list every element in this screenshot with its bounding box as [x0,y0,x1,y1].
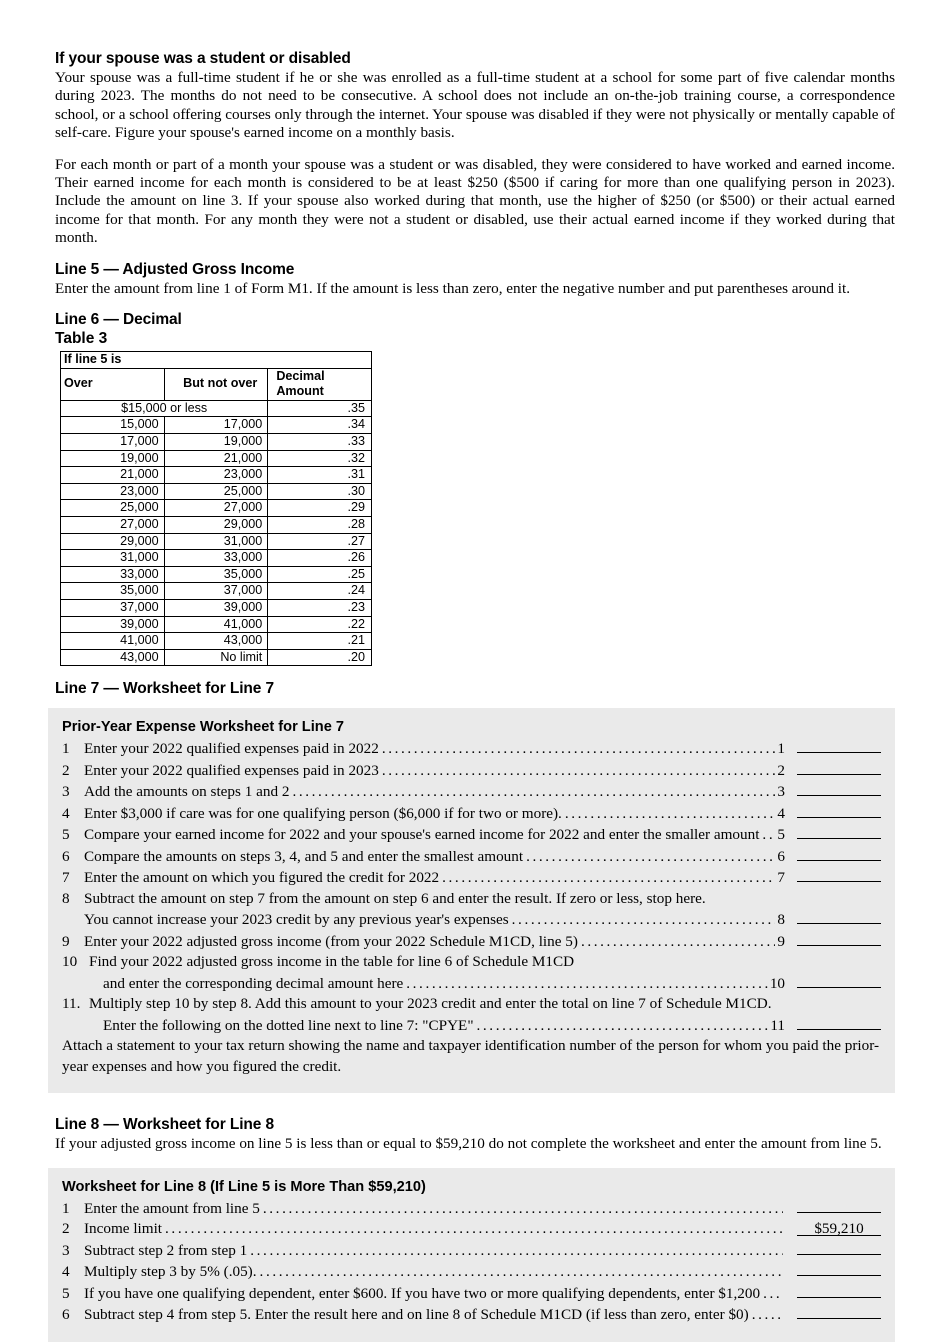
line7-step-11-line2 [62,1015,881,1037]
table3-header-decimal-amount: Decimal Amount [268,368,372,400]
line8-step-text: Subtract step 4 from step 5. Enter the result here and on line 8 of Schedule M1CD (if less than zero, enter $0) [84,1306,749,1324]
line7-step-11-number: 11. [62,995,81,1013]
table-row [61,550,372,567]
line8-step-blank[interactable] [797,1304,881,1319]
table3-cell-decimal: .21 [268,633,372,650]
table-row [61,583,372,600]
line7-step-8-blank[interactable] [797,909,881,924]
table3-cell-decimal: .31 [268,467,372,484]
line7-step-row [62,738,881,760]
table-row [61,500,372,517]
leader-dots [439,868,775,889]
line7-worksheet-footer: Attach a statement to your tax return showing the name and taxpayer identification number of the person for whom you paid the prior-year expenses and how you figured the credit. [62,1037,880,1075]
table3-cell-but-not-over: 33,000 [164,550,268,567]
table3-cell-decimal: .34 [268,417,372,434]
decimal-amount-table [60,351,372,666]
table3-cell-but-not-over: 37,000 [164,583,268,600]
line7-step-number: 5 [62,826,70,844]
line5-heading: Line 5 — Adjusted Gross Income [55,260,295,278]
line8-step-blank[interactable] [797,1283,881,1298]
table-row [61,517,372,534]
line7-step-8-line2 [62,909,881,931]
leader-dots [749,1305,783,1326]
line7-step-10-number: 10 [62,953,78,971]
line7-step-blank[interactable] [797,738,881,753]
line7-step-ref: 7 [777,869,785,887]
table3-first-row-decimal: .35 [268,400,372,417]
table3-cell-but-not-over: 41,000 [164,616,268,633]
table3-cell-over: 15,000 [61,417,165,434]
line7-step-text: Enter your 2022 qualified expenses paid in 2022 [84,740,379,758]
line7-step-ref: 3 [777,783,785,801]
line7-step-11-text-line2: Enter the following on the dotted line next to line 7: "CPYE" [103,1016,474,1034]
table3-first-row-label: $15,000 or less [61,400,268,417]
line7-step-row [62,846,881,868]
line7-step-blank[interactable] [797,867,881,882]
table3-cell-but-not-over: No limit [164,649,268,666]
line7-step-11-ref: 11 [770,1016,785,1034]
line7-step-8-text-line2: You cannot increase your 2023 credit by any previous year's expenses [84,911,509,929]
table3-cell-over: 29,000 [61,533,165,550]
line8-step-blank[interactable] [797,1198,881,1213]
table3-cell-over: 25,000 [61,500,165,517]
line7-step-8-number: 8 [62,889,70,907]
line7-step-11-line1 [62,994,881,1015]
table3-header-but-not-over: But not over [164,368,268,400]
line8-step-number: 5 [62,1284,70,1302]
table-row [61,649,372,666]
line7-step-number: 3 [62,783,70,801]
line7-step-10-line2 [62,973,881,995]
table3-body [61,352,372,666]
table3-cell-but-not-over: 31,000 [164,533,268,550]
line7-step-9-number: 9 [62,932,70,950]
line7-step-8-text-line1: Subtract the amount on step 7 from the amount on step 6 and enter the result. If zero or less, stop here. [84,889,706,907]
table-row [61,400,372,417]
line7-step-number: 7 [62,869,70,887]
line7-step-list [62,738,881,889]
table3-cell-decimal: .28 [268,517,372,534]
table3-cell-over: 19,000 [61,450,165,467]
line7-step-8-ref: 8 [777,911,785,929]
line7-step-10-text-line2: and enter the corresponding decimal amount here [103,974,404,992]
leader-dots [523,847,775,868]
line8-step-list [62,1198,881,1326]
leader-dots [247,1241,783,1262]
table3-cell-but-not-over: 17,000 [164,417,268,434]
line7-step-blank[interactable] [797,846,881,861]
table-row [61,483,372,500]
table3-cell-decimal: .23 [268,599,372,616]
line8-step-text: Enter the amount from line 5 [84,1199,260,1217]
table3-cell-but-not-over: 43,000 [164,633,268,650]
table3-cell-over: 17,000 [61,434,165,451]
line6-heading: Line 6 — Decimal [55,311,182,329]
leader-dots [759,825,775,846]
leader-dots [403,974,768,995]
table3-header-row [61,368,372,400]
table3-cell-but-not-over: 21,000 [164,450,268,467]
line7-step-row [62,867,881,889]
line8-step-number: 6 [62,1306,70,1324]
table3-caption-row [61,352,372,369]
spouse-paragraph-1: Your spouse was a full-time student if he or she was enrolled as a full-time student at a school for some part of five calendar months during 2023. The months do not need to be consecutive. A school does not include an on-the-job training course, a correspondence school, or a school offering courses only through the internet. Your spouse was disabled if they were not physically or mentally capable of self-care. Figure your spouse's earned income on a monthly basis. [55,69,895,142]
leader-dots [578,932,775,953]
table3-cell-but-not-over: 27,000 [164,500,268,517]
line8-step-number: 3 [62,1241,70,1259]
line7-step-ref: 2 [777,761,785,779]
line7-step-number: 4 [62,804,70,822]
leader-dots [760,1284,783,1305]
table3-cell-decimal: .30 [268,483,372,500]
leader-dots [379,739,776,760]
line7-step-text: Enter $3,000 if care was for one qualifying person ($6,000 if for two or more). [84,804,562,822]
line8-step-row [62,1198,881,1220]
table3-cell-over: 43,000 [61,649,165,666]
line7-step-10-text-line1: Find your 2022 adjusted gross income in the table for line 6 of Schedule M1CD [89,953,575,971]
line7-step-ref: 4 [777,804,785,822]
table3-cell-decimal: .26 [268,550,372,567]
table3-cell-decimal: .27 [268,533,372,550]
line7-step-blank[interactable] [797,824,881,839]
line7-step-blank[interactable] [797,803,881,818]
leader-dots [562,804,776,825]
table3-cell-over: 27,000 [61,517,165,534]
line7-step-blank[interactable] [797,781,881,796]
table3-cell-decimal: .32 [268,450,372,467]
table-row [61,533,372,550]
line7-heading: Line 7 — Worksheet for Line 7 [55,680,275,698]
line7-step-row [62,781,881,803]
line7-step-10-blank[interactable] [797,973,881,988]
table3-title: Table 3 [55,330,108,348]
table3-header-over: Over [61,368,165,400]
leader-dots [260,1199,783,1220]
table3-cell-decimal: .25 [268,566,372,583]
table3-cell-decimal: .22 [268,616,372,633]
table3-cell-over: 41,000 [61,633,165,650]
line8-step-text: Multiply step 3 by 5% (.05). [84,1263,257,1281]
table3-caption: If line 5 is [61,352,372,369]
table3-cell-but-not-over: 19,000 [164,434,268,451]
line7-step-9-blank[interactable] [797,931,881,946]
line8-step-row [62,1304,881,1326]
table-row [61,450,372,467]
line8-heading: Line 8 — Worksheet for Line 8 [55,1116,275,1134]
line7-step-row [62,760,881,782]
table3-cell-over: 35,000 [61,583,165,600]
table3-cell-decimal: .29 [268,500,372,517]
line8-step-row [62,1261,881,1283]
line8-step-text: Income limit [84,1220,163,1238]
leader-dots [474,1016,769,1037]
line7-step-row [62,824,881,846]
table3-cell-but-not-over: 29,000 [164,517,268,534]
table-row [61,467,372,484]
leader-dots [289,782,775,803]
table3-cell-over: 21,000 [61,467,165,484]
table3-cell-but-not-over: 25,000 [164,483,268,500]
line8-step-blank[interactable] [797,1240,881,1255]
table3-cell-decimal: .20 [268,649,372,666]
table-row [61,599,372,616]
line7-step-number: 2 [62,761,70,779]
line7-step-text: Compare the amounts on steps 3, 4, and 5 and enter the smallest amount [84,847,524,865]
line7-step-number: 6 [62,847,70,865]
line7-step-9-ref: 9 [777,932,785,950]
spouse-paragraph-2: For each month or part of a month your spouse was a student or was disabled, they were considered to have worked and earned income. Their earned income for each month is considered to be at least $250 ($500 if caring for more than one qualifying person in 2023). Include the amount on line 3. If your spouse also worked during that month, use the higher of $250 (or $500) or their actual earned income for that month. For any month they were not a student or disabled, use their actual earned income if they worked during that month. [55,155,895,247]
line8-step-number: 2 [62,1220,70,1238]
table3-cell-over: 37,000 [61,599,165,616]
prior-year-expense-worksheet [48,708,895,1093]
line8-worksheet [48,1168,895,1342]
line7-step-10-ref: 10 [769,974,785,992]
line7-step-text: Compare your earned income for 2022 and your spouse's earned income for 2022 and enter the smaller amount [84,826,760,844]
line7-step-number: 1 [62,740,70,758]
line7-step-ref: 6 [777,847,785,865]
line7-step-10-line1 [62,952,881,973]
leader-dots [379,761,776,782]
line7-step-9-text: Enter your 2022 adjusted gross income (from your 2022 Schedule M1CD, line 5) [84,932,578,950]
line8-step-row [62,1240,881,1262]
line8-step-text: If you have one qualifying dependent, enter $600. If you have two or more qualifying dependents, enter $1,200 [84,1284,761,1302]
table3-cell-over: 23,000 [61,483,165,500]
line7-step-9 [62,931,881,953]
line7-step-ref: 1 [777,740,785,758]
leader-dots [509,910,776,931]
line8-step-text: Subtract step 2 from step 1 [84,1241,248,1259]
line8-step-number: 1 [62,1199,70,1217]
line8-step-blank[interactable]: $59,210 [797,1221,881,1236]
line8-worksheet-title: Worksheet for Line 8 (If Line 5 is More Than $59,210) [62,1178,426,1195]
line7-step-ref: 5 [777,826,785,844]
line7-step-row [62,803,881,825]
table3-cell-but-not-over: 39,000 [164,599,268,616]
line8-step-blank[interactable] [797,1261,881,1276]
line7-step-blank[interactable] [797,760,881,775]
table3-cell-decimal: .24 [268,583,372,600]
line7-step-text: Enter the amount on which you figured the credit for 2022 [84,869,440,887]
leader-dots [257,1262,783,1283]
table3-cell-but-not-over: 35,000 [164,566,268,583]
table-row [61,566,372,583]
table-row [61,417,372,434]
table-row [61,616,372,633]
table3-cell-but-not-over: 23,000 [164,467,268,484]
line7-step-text: Enter your 2022 qualified expenses paid in 2023 [84,761,379,779]
line8-step-row [62,1283,881,1305]
table-row [61,434,372,451]
table3-cell-over: 33,000 [61,566,165,583]
line7-step-text: Add the amounts on steps 1 and 2 [84,783,290,801]
line7-step-11-blank[interactable] [797,1015,881,1030]
table3-cell-over: 39,000 [61,616,165,633]
line7-step-11-text-line1: Multiply step 10 by step 8. Add this amount to your 2023 credit and enter the total on line 7 of Schedule M1CD. [89,995,772,1013]
table3-cell-decimal: .33 [268,434,372,451]
line7-worksheet-title: Prior-Year Expense Worksheet for Line 7 [62,719,344,736]
table-row [61,633,372,650]
table3-cell-over: 31,000 [61,550,165,567]
line8-body: If your adjusted gross income on line 5 is less than or equal to $59,210 do not complete the worksheet and enter the amount from line 5. [55,1135,882,1153]
line8-step-number: 4 [62,1263,70,1281]
spouse-section-heading: If your spouse was a student or disabled [55,50,351,67]
line5-body: Enter the amount from line 1 of Form M1. If the amount is less than zero, enter the negative number and put parentheses around it. [55,279,851,297]
line7-step-8-line1 [62,889,881,910]
